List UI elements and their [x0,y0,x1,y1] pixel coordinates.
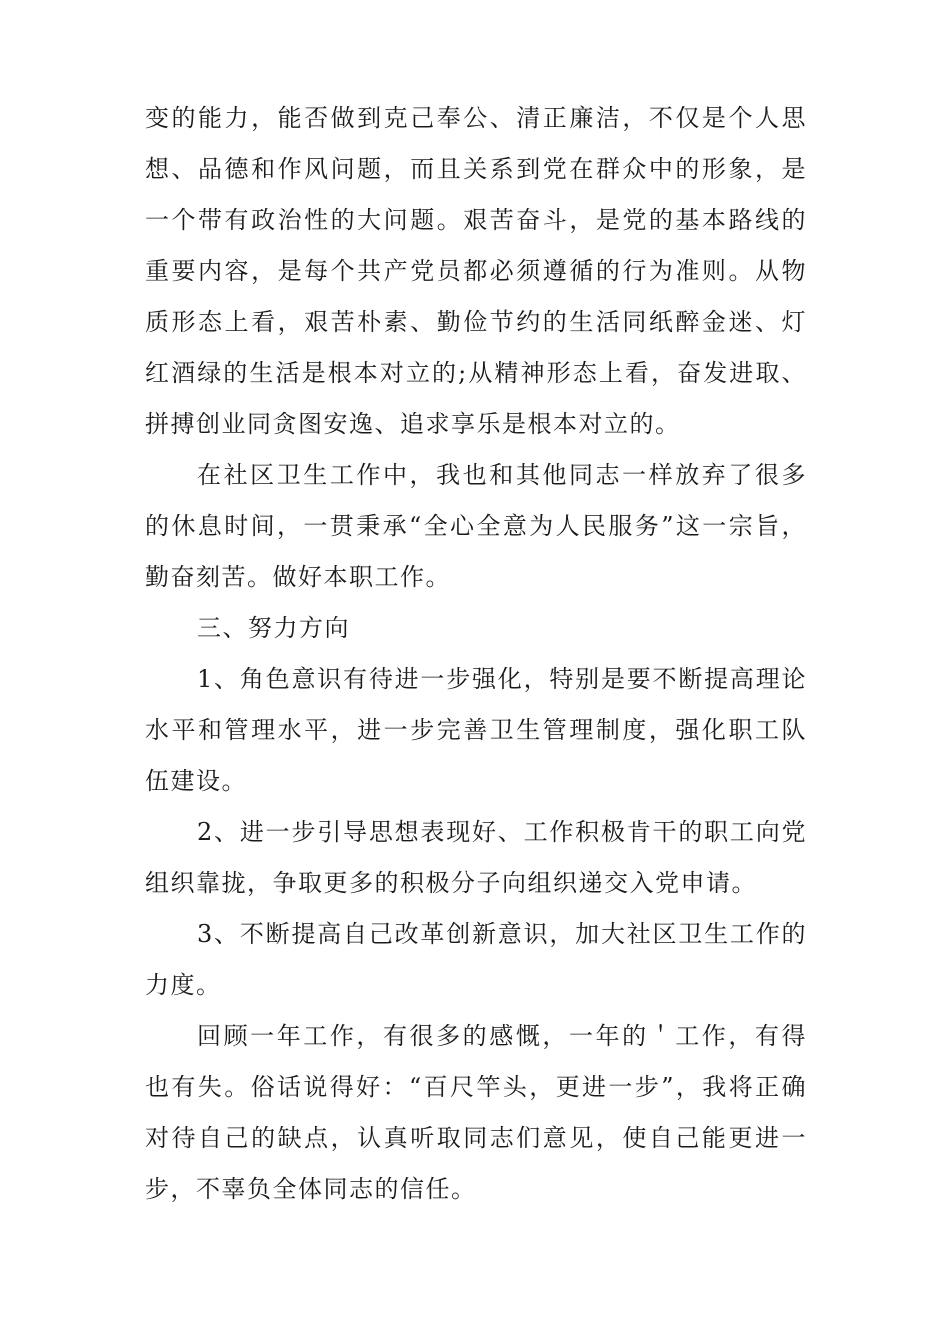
list-item-2: 2、进一步引导思想表现好、工作积极肯干的职工向党组织靠拢，争取更多的积极分子向组织递交入党申请。 [145,818,807,897]
paragraph-community-health-work: 在社区卫生工作中，我也和其他同志一样放弃了很多的休息时间，一贯秉承“全心全意为人民服务”这一宗旨，勤奋刻苦。做好本职工作。 [145,461,807,591]
list-item-1: 1、角色意识有待进一步强化，特别是要不断提高理论水平和管理水平，进一步完善卫生管理制度，强化职工队伍建设。 [145,665,807,795]
section-heading-direction: 三、努力方向 [197,614,350,642]
paragraph-conclusion: 回顾一年工作，有很多的感慨，一年的＇工作，有得也有失。俗话说得好：“百尺竿头，更进一步”，我将正确对待自己的缺点，认真听取同志们意见，使自己能更进一步，不辜负全体同志的信任。 [145,1022,807,1203]
document-body [145,93,807,1215]
paragraph-continuation: 变的能力，能否做到克己奉公、清正廉洁，不仅是个人思想、品德和作风问题，而且关系到党在群众中的形象，是一个带有政治性的大问题。艰苦奋斗，是党的基本路线的重要内容，是每个共产党员都必须遵循的行为准则。从物质形态上看，艰苦朴素、勤俭节约的生活同纸醉金迷、灯红酒绿的生活是根本对立的;从精神形态上看，奋发进取、拼搏创业同贪图安逸、追求享乐是根本对立的。 [145,104,807,438]
list-item-3: 3、不断提高自己改革创新意识，加大社区卫生工作的力度。 [145,920,807,999]
